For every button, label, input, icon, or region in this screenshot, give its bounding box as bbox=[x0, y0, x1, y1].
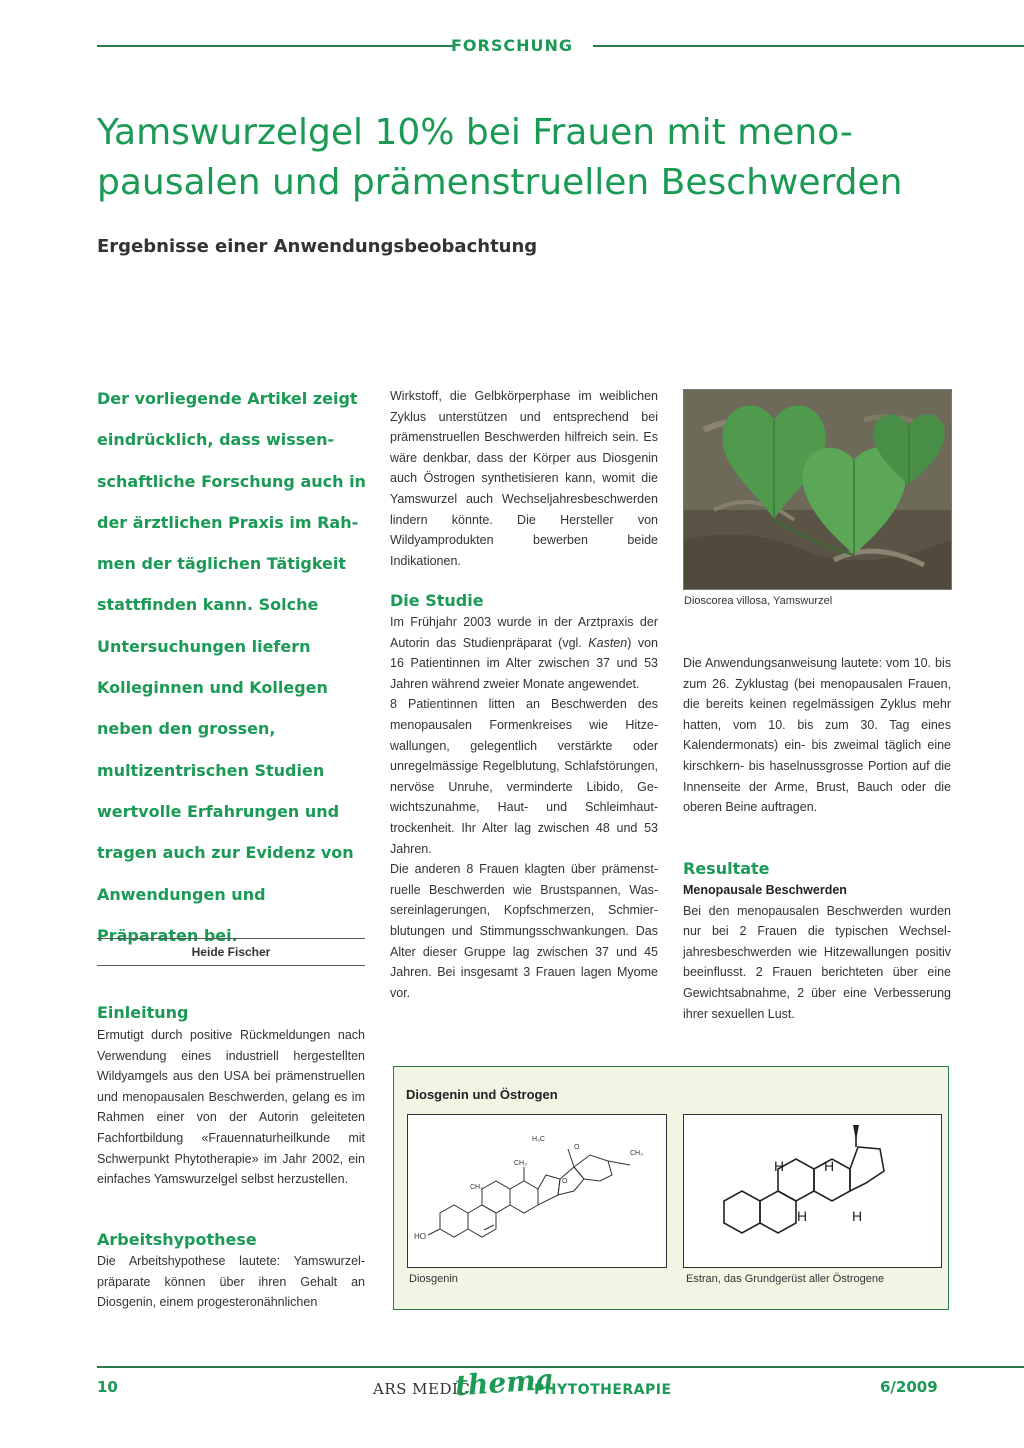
estran-h-label-4: H bbox=[852, 1208, 863, 1224]
anwendung-text: Die Anwendungsanweisung lautete: vom 10. bis zum 26. Zyklustag (bei menopausalen Frauen, die bereits keinen regelmässigen Zyklus mehr hatten, vom 10. bis zum 30. Tag eines Kalendermonats) ein- bis zweimal täglich eine kirschkern- bis haselnussgrosse Portion auf die Innenseite der Arme, Brust, Bauch oder die oberen Beine auftragen. bbox=[683, 656, 951, 815]
diosgenin-ch3-label-c: CH₃ bbox=[630, 1150, 643, 1157]
studie-text-before: Im Frühjahr 2003 wurde in der Arztpraxis der Autorin das Studienpräparat (vgl. bbox=[390, 615, 658, 650]
article-title bbox=[97, 108, 977, 208]
diosgenin-ho-label: HO bbox=[414, 1232, 426, 1241]
estran-h-label-1: H bbox=[774, 1158, 785, 1174]
page-number: 10 bbox=[97, 1378, 118, 1396]
einleitung-text: Ermutigt durch positive Rückmeldungen nach Verwendung eines industriell hergestellten Wildyamgels aus den USA bei prämenstruellen und menopausalen Beschwerden, gelang es im Rahmen einer von der Autorin geleiteten Fachfortbildung «Frauennaturheilkunde mit Schwerpunkt Phytotherapie» im Jahr 2002, ein einfaches Yamswurzelgel selbst herzustellen. bbox=[97, 1028, 365, 1187]
resultate-subheading: Menopausale Beschwerden bbox=[683, 883, 847, 897]
info-box-title: Diosgenin und Östrogen bbox=[406, 1087, 558, 1102]
estran-drawing bbox=[684, 1115, 941, 1267]
title-line-2: pausalen und prämenstruellen Beschwerden bbox=[97, 162, 903, 203]
phytotherapie-label: PHYTOTHERAPIE bbox=[534, 1382, 672, 1398]
estran-h-label-3: H bbox=[797, 1208, 808, 1224]
arbeitshypothese-text: Die Arbeitshypothese lautete: Yamswurzelpräparate können über ihren Gehalt an Diosgenin, einem progesteronähnlichen bbox=[97, 1254, 365, 1310]
diosgenin-ch3-label-b: CH₃ bbox=[514, 1160, 527, 1167]
studie-text-after: ) von 16 Patientinnen im Alter zwischen 37 und 53 Jahren während zweier Monate angewendet. bbox=[390, 635, 659, 691]
diosgenin-o-label-2: O bbox=[562, 1178, 568, 1185]
studie-para-2: 8 Patientinnen litten an Beschwerden des menopausalen Formenkreises wie Hitzewallungen, gelegentlich verstärkte oder unregelmässige Regelblutung, Schlafstörungen, nervöse Unruhe, verminderte Libido, Gewichtszunahme, Haut- und Schleimhauttrockenheit. Ihr Alter lag zwischen 48 und 53 Jahren. bbox=[390, 697, 658, 856]
diosgenin-ch3-label-a: CH₃ bbox=[470, 1184, 483, 1191]
estran-structure bbox=[683, 1114, 942, 1268]
estran-wedge bbox=[853, 1125, 859, 1141]
diosgenin-caption: Diosgenin bbox=[409, 1273, 458, 1285]
diosgenin-drawing bbox=[408, 1115, 666, 1267]
title-line-1: Yamswurzelgel 10% bei Frauen mit meno- bbox=[97, 112, 853, 153]
diosgenin-h3c-label: H₃C bbox=[532, 1136, 545, 1143]
yam-leaf-photo bbox=[683, 389, 952, 590]
lead-text: Der vorliegende Artikel zeigt eindrücklich, dass wissenschaftliche Forschung auch in der ärztlichen Praxis im Rahmen der täglichen Tätigkeit stattfinden kann. Solche Untersuchungen liefern Kolleginnen und Kollegen neben den grossen, multizentrischen Studien wertvolle Erfahrungen und tragen auch zur Evidenz von Anwendungen und Präparaten bei. bbox=[97, 389, 366, 945]
col2-intro-text: Wirkstoff, die Gelbkörperphase im weiblichen Zyklus unterstützen und entsprechend bei prämenstruellen Beschwerden hilfreich sein. Es wäre denkbar, dass der Körper aus Diosgenin auch Östrogen synthetisieren kann, womit die Yamswurzel auch Wechseljahresbeschwerden lindern könnte. Die Hersteller von Wildyamprodukten bewerben beide Indikationen. bbox=[390, 389, 658, 568]
yam-leaf-illustration bbox=[684, 390, 951, 589]
footer-rule bbox=[97, 1366, 1024, 1368]
diosgenin-structure bbox=[407, 1114, 667, 1268]
diosgenin-o-label-1: O bbox=[574, 1144, 580, 1151]
studie-para-1 bbox=[390, 612, 658, 694]
resultate-para: Bei den menopausalen Beschwerden wurden nur bei 2 Frauen die typischen Wechseljahresbeschwerden wie Hitzewallungen positiv beeinflusst. 2 Frauen berichteten über eine Gewichtsabnahme, 2 über eine Verbesserung ihrer sexuellen Lust. bbox=[683, 903, 951, 1021]
thema-logo: thema bbox=[453, 1362, 555, 1403]
studie-text bbox=[390, 612, 658, 1003]
estran-h-label-2: H bbox=[824, 1158, 835, 1174]
resultate-text bbox=[683, 880, 951, 1024]
issue-number: 6/2009 bbox=[880, 1378, 938, 1396]
article-subtitle: Ergebnisse einer Anwendungsbeobachtung bbox=[97, 236, 538, 257]
author-name: Heide Fischer bbox=[97, 938, 365, 966]
estran-caption: Estran, das Grundgerüst aller Östrogene bbox=[686, 1273, 885, 1285]
photo-caption: Dioscorea villosa, Yamswurzel bbox=[684, 595, 833, 607]
studie-text-italic: Kasten bbox=[588, 635, 628, 650]
heading-resultate: Resultate bbox=[683, 859, 770, 878]
heading-einleitung: Einleitung bbox=[97, 1003, 189, 1022]
heading-arbeitshypothese: Arbeitshypothese bbox=[97, 1230, 257, 1249]
heading-studie: Die Studie bbox=[390, 591, 484, 610]
ars-medici-logo: ARS MEDICI bbox=[373, 1380, 477, 1398]
section-label: FORSCHUNG bbox=[450, 36, 574, 55]
studie-para-3: Die anderen 8 Frauen klagten über prämenstruelle Beschwerden wie Brustspannen, Wassereinlagerungen, Kopfschmerzen, Schmierblutungen und Stimmungsschwankungen. Das Alter dieser Gruppe lag zwischen 37 und 45 Jahren. Bei insgesamt 3 Frauen lagen Myome vor. bbox=[390, 862, 658, 1000]
